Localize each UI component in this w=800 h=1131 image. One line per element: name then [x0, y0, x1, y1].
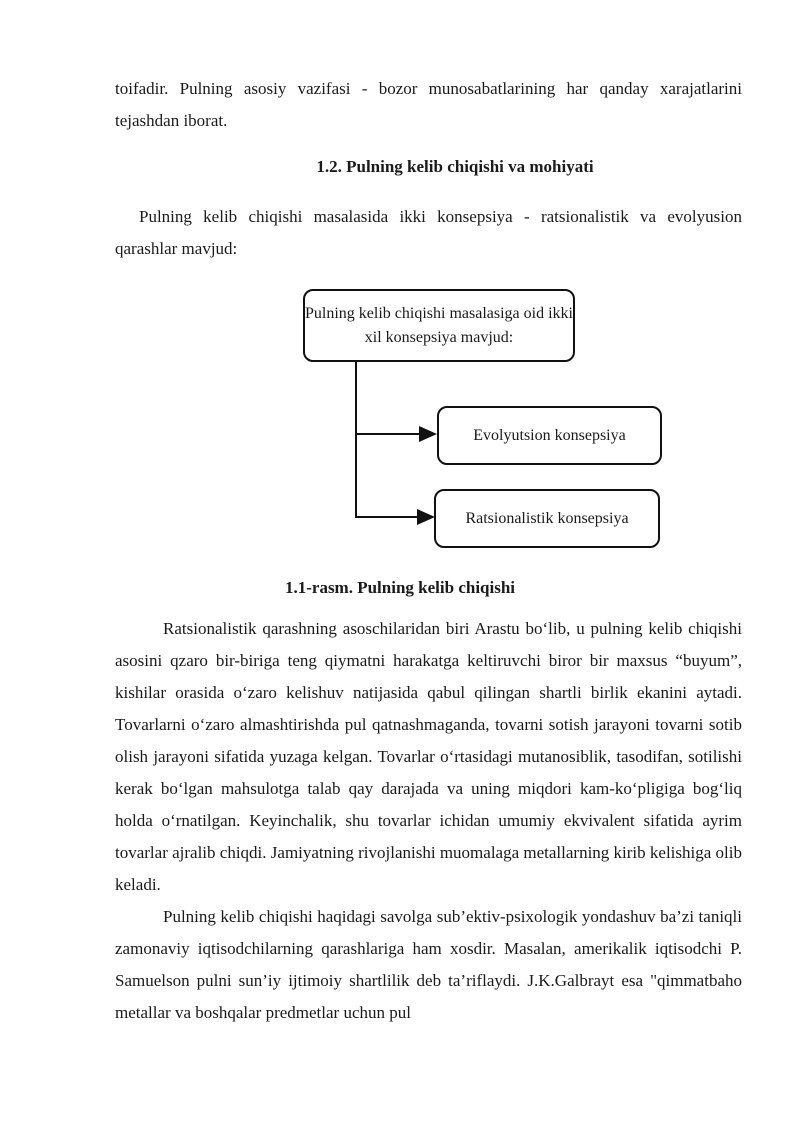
figure-caption: 1.1-rasm. Pulning kelib chiqishi — [284, 578, 516, 597]
paragraph-rationalist: Ratsionalistik qarashning asoschilaridan biri Arastu bo‘lib, u pulning kelib chiqishi asosini qzaro bir-biriga teng qiymatni harakatga keltiruvchi biror bir maxsus “buyum”, kishilar orasida o‘zaro kelishuv natijasida qabul qilingan shartli birlik ekanini aytadi. Tovarlarni o‘zaro almashtirishda pul qatnashmaganda, tovarni sotish jarayoni tovarni sotib olish jarayoni sifatida yuzaga kelgan. Tovarlar o‘rtasidagi mutanosiblik, tasodifan, sotilishi kerak bo‘lgan mahsulotga talab qay darajada va uning miqdori kam-ko‘pligiga bog‘liq holda o‘rnatilgan. Keyinchalik, shu tovarlar ichidan umumiy ekvivalent sifatida ayrim tovarlar ajralib chiqdi. Jamiyatning rivojlanishi muomalaga metallarning kirib kelishiga olib keladi. — [115, 619, 742, 894]
section-heading: 1.2. Pulning kelib chiqishi va mohiyati — [316, 157, 594, 176]
paragraph-intro: toifadir. Pulning asosiy vazifasi - bozor munosabatlarining har qanday xarajatlarini tejashdan iborat. — [115, 79, 742, 130]
paragraph-subjective: Pulning kelib chiqishi haqidagi savolga sub’ektiv-psixologik yondashuv ba’zi taniqli zamonaviy iqtisodchilarning qarashlariga ham xosdir. Masalan, amerikalik iqtisodchi P. Samuelson pulni sun’iy ijtimoiy shartlilik deb ta’riflaydi. J.K.Galbrayt esa "qimmatbaho metallar va boshqalar predmetlar uchun pul — [115, 907, 742, 1022]
diagram-rational-box: Ratsionalistik konsepsiya — [434, 489, 660, 548]
diagram-root-box: Pulning kelib chiqishi masalasiga oid ikki xil konsepsiya mavjud: — [303, 289, 575, 362]
diagram-evolution-box: Evolyutsion konsepsiya — [437, 406, 662, 465]
paragraph-concepts: Pulning kelib chiqishi masalasida ikki konsepsiya - ratsionalistik va evolyusion qarashlar mavjud: — [115, 207, 742, 258]
